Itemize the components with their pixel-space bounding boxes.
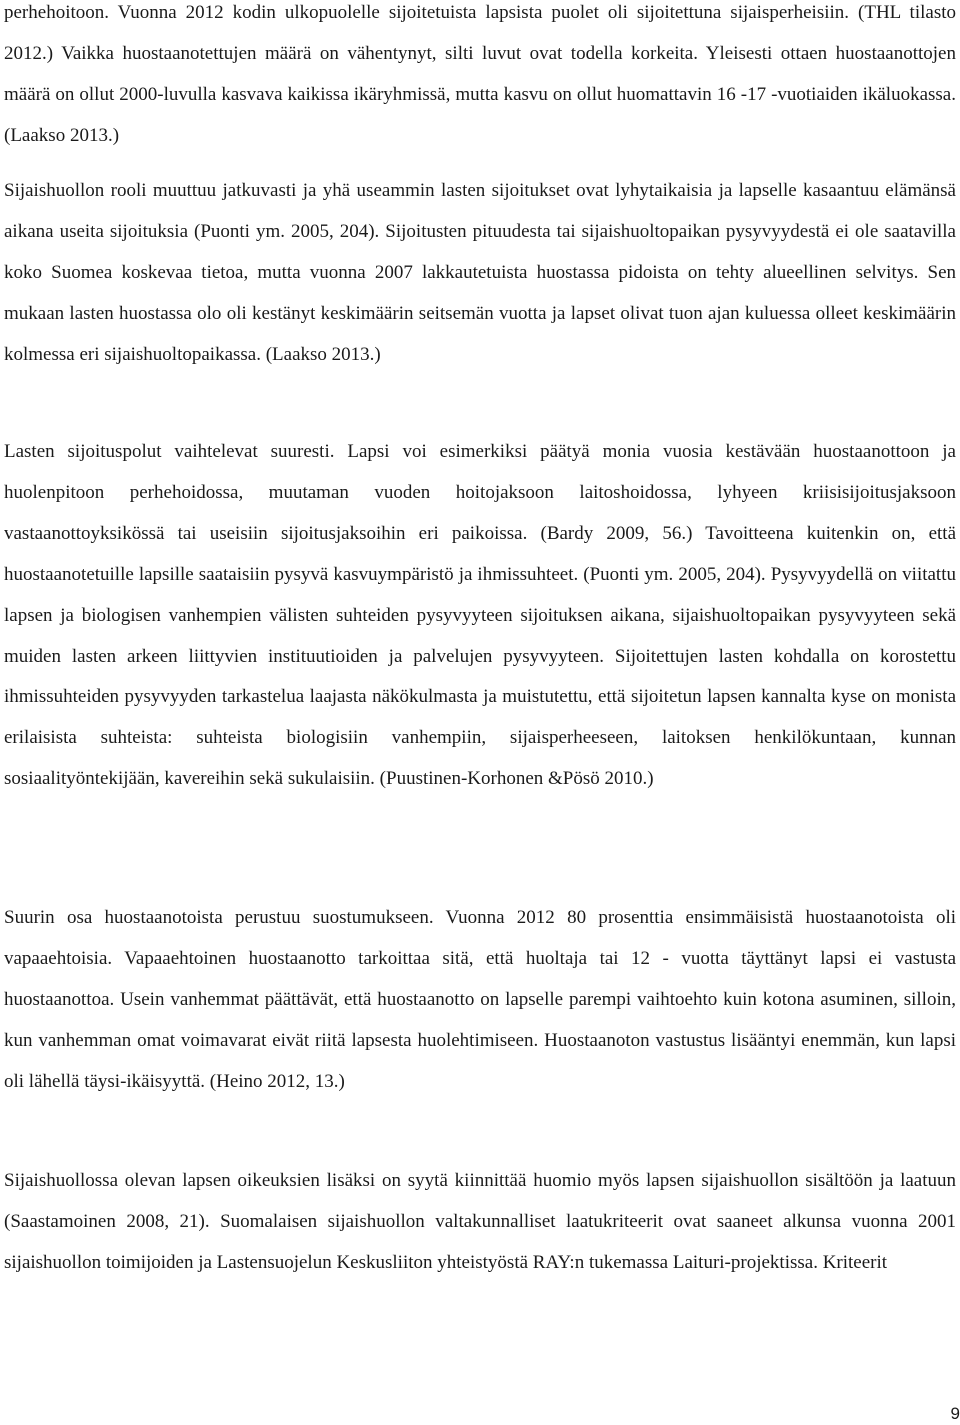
paragraph-5: Sijaishuollossa olevan lapsen oikeuksien lisäksi on syytä kiinnittää huomio myös lapsen sijaishuollon sisältöön ja laatuun (Saastamoinen 2008, 21). Suomalaisen sijaishuollon valtakunnalliset laatukriteerit ovat saaneet alkunsa vuonna 2001 sijaishuollon toimijoiden ja Lastensuojelun Keskusliiton yhteistyöstä RAY:n tukemassa Laituri-projektissa. Kriteerit bbox=[4, 1170, 956, 1273]
paragraph-4: Suurin osa huostaanotoista perustuu suostumukseen. Vuonna 2012 80 prosenttia ensimmäisistä huostaanotoista oli vapaaehtoisia. Vapaaehtoinen huostaanotto tarkoittaa sitä, että huoltaja tai 12 - vuotta täyttänyt lapsi ei vastusta huostaanottoa. Usein vanhemmat päättävät, että huostaanotto on lapselle parempi vaihtoehto kuin kotona asuminen, silloin, kun vanhemman omat voimavarat eivät riitä lapsesta huolehtimiseen. Huostaanoton vastustus lisääntyi enemmän, kun lapsi oli lähellä täysi-ikäisyyttä. (Heino 2012, 13.) bbox=[4, 907, 956, 1092]
page-number: 9 bbox=[950, 1404, 960, 1423]
paragraph-3: Lasten sijoituspolut vaihtelevat suuresti. Lapsi voi esimerkiksi päätyä monia vuosia kestävään huostaanottoon ja huolenpitoon perhehoidossa, muutaman vuoden hoitojaksoon laitoshoidossa, lyhyeen kriisisijoitusjaksoon vastaanottoyksikössä tai useisiin sijoitusjaksoihin eri paikoissa. (Bardy 2009, 56.) Tavoitteena kuitenkin on, että huostaanotetuille lapsille saataisiin pysyvä kasvuympäristö ja ihmissuhteet. (Puonti ym. 2005, 204). Pysyvyydellä on viitattu lapsen ja biologisen vanhempien välisten suhteiden pysyvyyteen sijoituksen aikana, sijaishuoltopaikan pysyvyyteen sekä muiden lasten arkeen liittyvien instituutioiden ja palvelujen pysyvyyteen. Sijoitettujen lasten kohdalla on korostettu ihmissuhteiden pysyvyyden tarkastelua laajasta näkökulmasta ja muistutettu, että sijoitetun lapsen kannalta kyse on monista erilaisista suhteista: suhteista biologisiin vanhempiin, sijaisperheeseen, laitoksen henkilökuntaan, kunnan sosiaalityöntekijään, kavereihin sekä sukulaisiin. (Puustinen-Korhonen &Pösö 2010.) bbox=[4, 441, 956, 790]
paragraph-1: perhehoitoon. Vuonna 2012 kodin ulkopuolelle sijoitetuista lapsista puolet oli sijoitettuna sijaisperheisiin. (THL tilasto 2012.) Vaikka huostaanotettujen määrä on vähentynyt, silti luvut ovat todella korkeita. Yleisesti ottaen huostaanottojen määrä on ollut 2000-luvulla kasvava kaikissa ikäryhmissä, mutta kasvu on ollut huomattavin 16 -17 -vuotiaiden ikäluokassa. (Laakso 2013.) bbox=[4, 2, 956, 146]
paragraph-2: Sijaishuollon rooli muuttuu jatkuvasti ja yhä useammin lasten sijoitukset ovat lyhytaikaisia ja lapselle kasaantuu elämänsä aikana useita sijoituksia (Puonti ym. 2005, 204). Sijoitusten pituudesta tai sijaishuoltopaikan pysyvyydestä ei ole saatavilla koko Suomea koskevaa tietoa, mutta vuonna 2007 lakkautetuista huostassa pidoista on tehty alueellinen selvitys. Sen mukaan lasten huostassa olo oli kestänyt keskimäärin seitsemän vuotta ja lapset olivat tuon ajan kuluessa olleet keskimäärin kolmessa eri sijaishuoltopaikassa. (Laakso 2013.) bbox=[4, 180, 956, 365]
